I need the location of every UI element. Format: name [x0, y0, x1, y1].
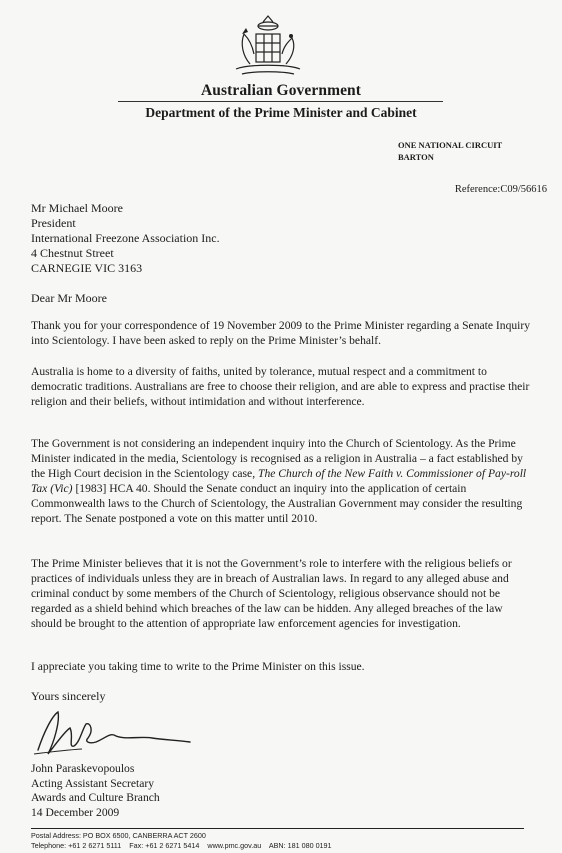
- footer-fax: Fax: +61 2 6271 5414: [129, 841, 200, 850]
- signer-branch: Awards and Culture Branch: [31, 791, 160, 804]
- case-citation: The Church of the New Faith v. Commissioner of Pay-roll Tax (Vic): [31, 467, 527, 495]
- footer-abn: ABN: 181 080 0191: [268, 841, 332, 850]
- address-line: BARTON: [398, 152, 434, 162]
- paragraph-text: [1983] HCA 40. Should the Senate conduct an inquiry into the application of certain Commonwealth laws to the Church of Scientology, the Australian Government may consider the resulting report. The Senate postponed a vote on this matter until 2010.: [31, 482, 523, 525]
- body-paragraph-4: The Prime Minister believes that it is not the Government’s role to interfere with the religious beliefs or practices of individuals unless they are in breach of Australian laws. In regard to any alleged abuse and criminal conduct by some members of the Church of Scientology, religious observance should not be regarded as a shield behind which breaches of the law can be hidden. Any alleged breaches of the law should be brought to the attention of appropriate law enforcement agencies for investigation.: [31, 557, 512, 630]
- recipient-line: International Freezone Association Inc.: [31, 231, 220, 245]
- signer-title: Acting Assistant Secretary: [31, 776, 154, 790]
- recipient-line: 4 Chestnut Street: [31, 246, 114, 260]
- coat-of-arms-icon: [228, 14, 308, 84]
- body-paragraph-1: Thank you for your correspondence of 19 November 2009 to the Prime Minister regarding a Senate Inquiry into Scientology. I have been asked to reply on the Prime Minister’s behalf.: [31, 319, 531, 347]
- body-paragraph-3: [31, 436, 536, 526]
- header-rule: [118, 101, 443, 102]
- recipient-line: President: [31, 216, 76, 230]
- paragraph-text: The Government is not considering an independent inquiry into the Church of Scientology. As the Prime Minister indicated in the media, Scientology is recognised as a religion in Australia – a fact established by the High Court decision in the Scientology case,: [31, 437, 523, 480]
- letter-date: 14 December 2009: [31, 805, 120, 819]
- footer-telephone: Telephone: +61 2 6271 5111: [31, 841, 122, 850]
- footer-contact: [31, 841, 338, 851]
- recipient-address: [31, 201, 220, 276]
- recipient-line: Mr Michael Moore: [31, 201, 123, 215]
- footer-postal: Postal Address: PO BOX 6500, CANBERRA ACT 2600: [31, 831, 206, 840]
- body-paragraph-5: I appreciate you taking time to write to the Prime Minister on this issue.: [31, 660, 365, 673]
- government-title: Australian Government: [200, 82, 362, 99]
- signer-name: John Paraskevopoulos: [31, 762, 135, 775]
- handwritten-signature: [30, 702, 200, 764]
- department-address: [398, 139, 502, 163]
- body-paragraph-2: Australia is home to a diversity of faiths, united by tolerance, mutual respect and a commitment to democratic traditions. Australians are free to choose their religion, and are able to express and practise their religion and their beliefs, without intimidation and without interference.: [31, 365, 530, 408]
- footer-rule: [31, 828, 524, 829]
- reference-number: Reference:C09/56616: [454, 184, 547, 195]
- department-title: Department of the Prime Minister and Cabinet: [145, 105, 417, 120]
- salutation: Dear Mr Moore: [31, 291, 107, 305]
- address-line: ONE NATIONAL CIRCUIT: [398, 140, 503, 150]
- footer-web: www.pmc.gov.au: [207, 841, 262, 850]
- recipient-line: CARNEGIE VIC 3163: [31, 261, 143, 275]
- closing: Yours sincerely: [31, 689, 106, 703]
- footer: [31, 831, 338, 851]
- signer-block: [31, 762, 160, 820]
